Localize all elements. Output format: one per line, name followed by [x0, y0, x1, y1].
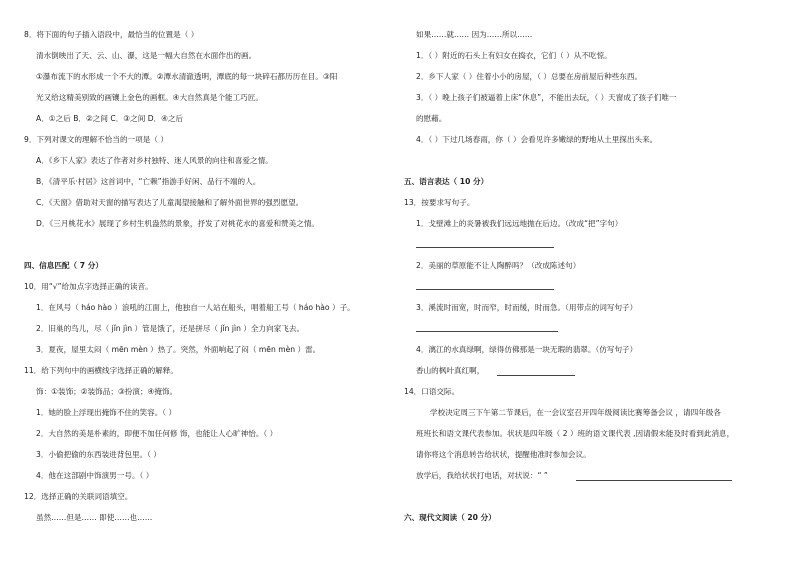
section-4-heading: 四、信息匹配（ 7 分）	[24, 261, 103, 270]
q13-sentence-1: 1．戈壁滩上的炎暑被我们远远地抛在后边。（改成“把”字句）	[416, 219, 623, 228]
q8-text-1: ①瀑布流下的水形成一个不大的潭。②潭水清澈透明，潭底的每一块碎石都历历在目。③阳	[36, 72, 338, 81]
q14-paragraph-3: 请你将这个消息转告给状状，提醒他准时参加会议。	[416, 450, 591, 459]
q14-paragraph-1: 学校决定周三下午第二节课后，在一会议室召开四年级阅读比赛筹备会议 ，请四年级各	[430, 408, 721, 417]
q12-sentence-3-cont: 的慰藉。	[416, 114, 447, 123]
q14-paragraph-4: 放学后，我给状状打电话，对状说：“ ”	[416, 471, 548, 480]
q10-stem: 10．用“√”给加点字选择正确的读音。	[24, 282, 153, 291]
q13-sentence-4-prompt: 香山的枫叶真红啊，	[416, 366, 485, 375]
q9-option-c: C．《天窗》借助对天窗的描写表达了儿童渴望接触和了解外面世界的强烈愿望。	[36, 198, 304, 207]
q11-sentence-1: 1．她的脸上浮现出掩饰不住的笑容。（ ）	[36, 408, 177, 417]
q8-stem: 8．将下面的句子插入语段中，最恰当的位置是（ ）	[24, 30, 199, 39]
q11-sentence-3: 3．小偷把偷的东西装进背包里。（ ）	[36, 450, 161, 459]
q13-sentence-3: 3．溪流时而宽，时而窄，时而缓，时而急。（用带点的词写句子）	[416, 303, 638, 312]
q9-option-d: D．《三月桃花水》展现了乡村生机盎然的景象，抒发了对桃花水的喜爱和赞美之情。	[36, 219, 320, 228]
q12-sentence-4: 4．（ ）下过几场春雨，你（ ）会看见许多嫩绿的野地从土里探出头来。	[416, 135, 658, 144]
q12-options-1: 虽然……但是…… 即使……也……	[36, 513, 153, 522]
q10-sentence-3: 3．夏夜，屋里太闷（ mēn mèn ）热了。突然，外面响起了闷（ mēn mèn ）雷。	[36, 345, 321, 354]
answer-line[interactable]	[497, 375, 575, 376]
q13-sentence-2: 2．美丽的草原能不让人陶醉吗？（改成陈述句）	[416, 261, 581, 270]
q9-option-a: A．《乡下人家》表达了作者对乡村独特、迷人风景的向往和喜爱之情。	[36, 156, 273, 165]
q8-options: A．①之后 B．②之间 C．③之间 D．④之后	[36, 114, 184, 123]
answer-line[interactable]	[416, 289, 554, 290]
q12-stem: 12．选择正确的关联词语填空。	[24, 492, 133, 501]
q14-stem: 14．口语交际。	[404, 387, 460, 396]
q13-sentence-4: 4．漓江的水真绿啊，绿得仿佛那是一块无瑕的翡翠。（仿写句子）	[416, 345, 638, 354]
q8-text-2: 光又给这精美别致的画镶上金色的画框。④大自然真是个能工巧匠。	[36, 93, 264, 102]
q10-sentence-1: 1．在风号（ háo hào ）浪吼的江面上，他独自一人站在船头，唱着船工号（ háo hào ）子。	[36, 303, 355, 312]
section-5-heading: 五、语言表达（ 10 分）	[404, 177, 489, 186]
q11-definitions: 饰：①装饰；②装饰品；③扮演；④掩饰。	[36, 387, 178, 396]
q11-sentence-2: 2．大自然的美是朴素的，即便不加任何修 饰，也能让人心旷神怡。（ ）	[36, 429, 278, 438]
q10-sentence-2: 2．旧巢的鸟儿，尽（ jǐn jìn ）管是饿了，还是拼尽（ jǐn jìn ）全力向家飞去。	[36, 324, 305, 333]
answer-line[interactable]	[576, 480, 732, 481]
answer-line[interactable]	[416, 331, 558, 332]
q12-sentence-1: 1．（ ）附近的石头上有妇女在捣衣，它们（ ）从不吃惊。	[416, 51, 612, 60]
q8-sentence: 清水倒映出了天、云、山、瀑，这是一幅大自然在水面作出的画。	[36, 51, 257, 60]
answer-line[interactable]	[416, 247, 554, 248]
q14-paragraph-2: 班班长和语文课代表参加。状状是四年级（ 2 ）班的语文课代表 ,因请假未能及时看到此消息，	[416, 429, 735, 438]
q9-option-b: B．《清平乐·村居》这首词中，“亡赖”指游手好闲、品行不端的人。	[36, 177, 261, 186]
q13-stem: 13．按要求写句子。	[404, 198, 475, 207]
q9-stem: 9．下列对课文的理解不恰当的一项是（ ）	[24, 135, 168, 144]
q12-options-2: 如果……就…… 因为……所以……	[416, 30, 533, 39]
q12-sentence-2: 2．乡下人家（ ）住着小小的房屋，（ ）总要在房前屋后种些东西。	[416, 72, 643, 81]
q12-sentence-3: 3．（ ）晚上孩子们被逼着上床“休息”，不能出去玩，（ ）天窗成了孩子们唯一	[416, 93, 677, 102]
q11-sentence-4: 4．他在这部剧中饰演男一号。（ ）	[36, 471, 154, 480]
q11-stem: 11．给下列句中的画横线字选择正确的解释。	[24, 366, 178, 375]
section-6-heading: 六、现代文阅读（ 20 分）	[404, 513, 496, 522]
